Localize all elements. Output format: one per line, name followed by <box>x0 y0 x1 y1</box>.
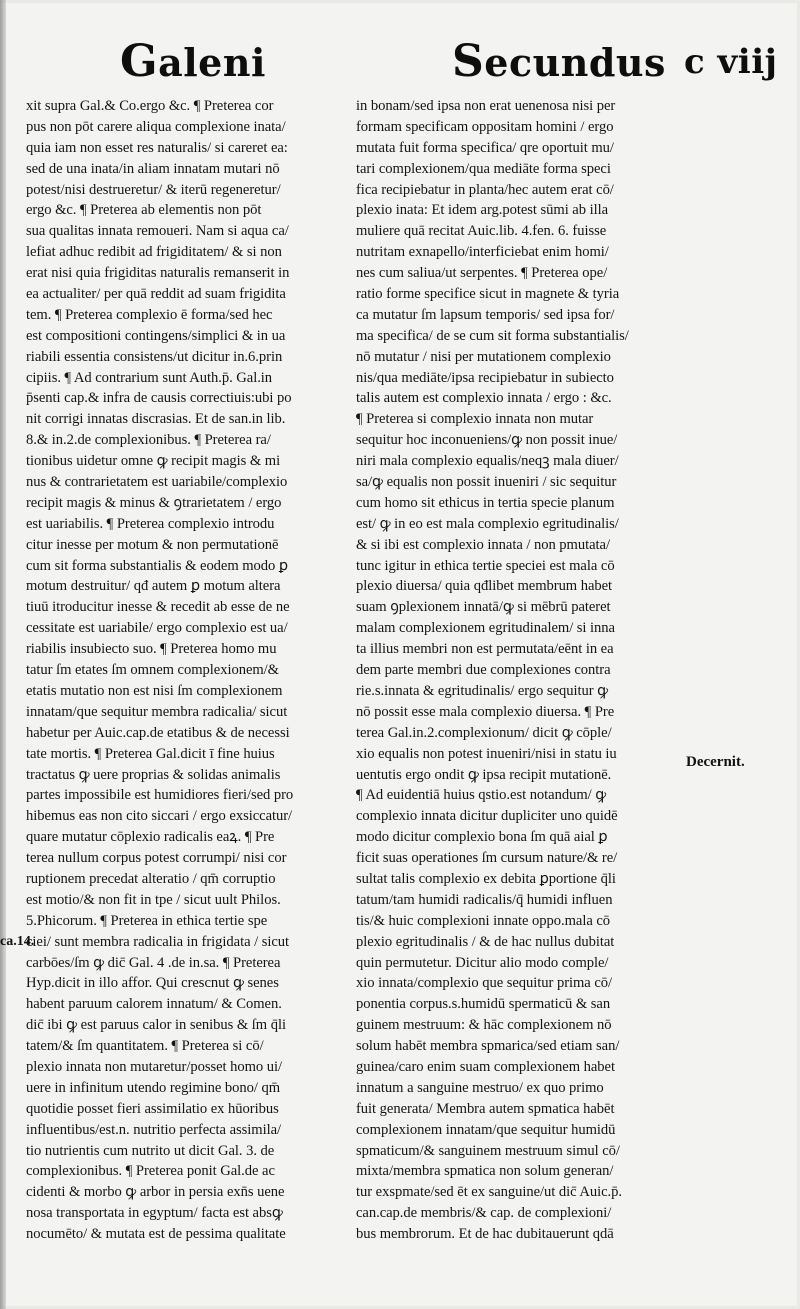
text-line: tis/& huic complexioni innate oppo.mala cō <box>356 912 611 929</box>
text-line: citur inesse per motum & non permutationē <box>26 536 279 553</box>
text-line: p̄senti cap.& infra de causis correctiuis:ubi po <box>26 390 292 407</box>
text-line: tio nutrientis cum nutrito ut dicit Gal. 3. de <box>26 1142 275 1159</box>
text-line: modo dicitur complexio bona ſm quā aial ꝑ <box>356 829 608 846</box>
text-line: riabilis insubiecto suo. ¶ Preterea homo mu <box>26 641 277 658</box>
text-line: plexio inata: Et idem arg.potest sūmi ab illa <box>356 202 609 219</box>
text-line: est motio/& non fit in tpe / sicut uult Philos. <box>26 891 281 908</box>
left-text-column <box>26 96 342 1245</box>
text-line: formam specificam oppositam homini / ergo <box>356 118 614 135</box>
text-line: fica recipiebatur in planta/hec autem erat cō/ <box>356 181 614 198</box>
text-line: nis/qua mediāte/ipsa recipiebatur in subiecto <box>356 369 614 386</box>
text-line: cidenti & morbo ꝙ arbor in persia exn̄s uene <box>26 1184 285 1201</box>
text-line: nō mutatur / nisi per mutationem complexio <box>356 348 611 365</box>
text-line: innatum a sanguine mestruo/ ex quo primo <box>356 1079 604 1096</box>
text-line: terea Gal.in.2.complexionum/ dicit ꝙ cōple/ <box>356 724 612 741</box>
text-line: tatem/& ſm quantitatem. ¶ Preterea si cō/ <box>26 1038 264 1055</box>
text-line: bus membrorum. Et de hac dubitauerunt qdā <box>356 1226 614 1243</box>
text-line: guinem mestruum: & hāc complexionem nō <box>356 1017 612 1034</box>
text-line: 8.& in.2.de complexionibus. ¶ Preterea ra/ <box>26 432 271 449</box>
text-line: ponentia corpus.s.humidū spermaticū & san <box>356 996 611 1013</box>
text-line: mutata fuit forma specifica/ qre oportuit mu/ <box>356 139 614 156</box>
text-line: tatum/tam humidi radicalis/q̄ humidi influen <box>356 891 613 908</box>
text-line: xit supra Gal.& Co.ergo &c. ¶ Preterea cor <box>26 98 274 114</box>
text-line: tunc igitur in ethica tertie speciei est mala cō <box>356 557 615 574</box>
text-line: ratio forme specifice sicut in magnete & tyria <box>356 286 620 303</box>
text-line: innatam/que sequitur membra radicalia/ sicut <box>26 703 288 720</box>
text-line: nutritam exnapello/interficiebat enim homi/ <box>356 244 609 261</box>
text-line: uentutis ergo ondit ꝙ ipsa recipit mutationē. <box>356 766 612 783</box>
text-line: fuit generata/ Membra autem spmatica habēt <box>356 1100 615 1117</box>
text-line: guinea/caro enim suam complexionem habet <box>356 1058 615 1075</box>
text-line: ea actualiter/ per quā reddit ad suam frigidita <box>26 286 286 303</box>
text-line: xio equalis non potest inueniri/nisi in statu iu <box>356 745 617 762</box>
text-line: est/ ꝙ in eo est mala complexio egritudinalis/ <box>356 515 619 532</box>
text-line: Hyp.dicit in illo affor. Qui crescnut ꝙ senes <box>26 975 279 992</box>
text-line: quare mutatur cōplexio radicalis eaꝝ. ¶ Pre <box>26 829 275 846</box>
text-line: pus non pōt carere aliqua complexione inata/ <box>26 118 286 135</box>
text-line: mixta/membra spmatica non solum generan/ <box>356 1163 614 1180</box>
text-line: ruptionem precedat alteratio / qm̄ corruptio <box>26 870 276 887</box>
text-line: plexio egritudinalis / & de hac nullus dubitat <box>356 933 615 950</box>
text-line: complexionem innatam/que sequitur humidū <box>356 1121 616 1138</box>
text-line: dem parte membri due complexiones contra <box>356 662 611 679</box>
text-line: niri mala complexio equalis/neqꝫ mala diuer/ <box>356 453 619 470</box>
text-line: cum sit forma substantialis & eodem modo ꝑ <box>26 557 289 574</box>
text-line: habent paruum calorem innatum/ & Comen. <box>26 996 282 1013</box>
text-line: ca mutatur ſm lapsum temporis/ sed ipsa for/ <box>356 306 615 323</box>
text-line: recipit magis & minus & ꝯtrarietatem / ergo <box>26 494 282 511</box>
text-line: etatis mutatio non est nisi ſm complexionem <box>26 682 283 699</box>
text-line: nocumēto/ & mutata est de pessima qualitate <box>26 1226 286 1243</box>
text-line: in bonam/sed ipsa non erat uenenosa nisi per <box>356 98 616 114</box>
text-line: ¶ Preterea si complexio innata non mutar <box>356 411 594 428</box>
running-head-author: Galeni <box>120 36 266 87</box>
text-line: tem. ¶ Preterea complexio ē forma/sed hec <box>26 306 273 323</box>
text-line: sequitur hoc inconueniens/ꝙ non possit inue/ <box>356 432 618 449</box>
text-line: rie.s.innata & egritudinalis/ ergo sequitur ꝙ <box>356 682 609 699</box>
running-head <box>0 36 800 88</box>
text-line: sultat talis complexio ex debita ꝑportione q̄li <box>356 870 616 887</box>
text-line: tur exspmate/sed ēt ex sanguine/ut dic̄ Auic.p̄. <box>356 1184 622 1201</box>
text-line: riabili essentia consistens/ut dicitur in.6.prin <box>26 348 283 365</box>
text-line: hibemus eas non cito siccari / ergo exsiccatur/ <box>26 808 293 825</box>
text-line: partes impossibile est humidiores fieri/sed pro <box>26 787 294 804</box>
text-line: ta illius membri non est permutata/eēnt in ea <box>356 641 614 658</box>
text-line: ma specifica/ de se cum sit forma substantialis/ <box>356 327 629 344</box>
right-text-column <box>356 96 672 1245</box>
text-line: suam ꝯplexionem innatā/ꝙ si mēbrū pateret <box>356 599 611 616</box>
text-line: dic̄ ibi ꝙ est paruus calor in senibus & ſm q̄li <box>26 1017 286 1034</box>
text-line: lefiat adhuc redibit ad frigiditatem/ & si non <box>26 244 282 261</box>
text-line: ¶ Ad euidentiā huius qstio.est notandum/ ꝙ <box>356 787 607 804</box>
text-line: tari complexionem/qua mediāte forma speci <box>356 160 611 177</box>
text-line: influentibus/est.n. nutritio perfecta assimila/ <box>26 1121 282 1138</box>
text-line: cipiis. ¶ Ad contrarium sunt Auth.p̄. Gal.in <box>26 369 273 386</box>
text-line: complexio innata dicitur dupliciter uno quidē <box>356 808 618 825</box>
text-line: nō possit esse mala complexio diuersa. ¶ Pre <box>356 703 615 720</box>
page-edge-shadow <box>0 0 6 1309</box>
text-line: cessitate est uariabile/ ergo complexio est ua/ <box>26 620 288 637</box>
text-line: ciei/ sunt membra radicalia in frigidata / sicut <box>26 933 290 950</box>
text-line: est uariabilis. ¶ Preterea complexio introdu <box>26 515 275 532</box>
text-line: uere in infinitum utendo regimine bono/ qm̄ <box>26 1079 281 1096</box>
text-line: habetur per Auic.cap.de etatibus & de necessi <box>26 724 290 741</box>
text-line: est compositioni contingens/simplici & in ua <box>26 327 286 344</box>
text-line: can.cap.de membris/& cap. de complexioni/ <box>356 1205 612 1222</box>
text-line: muliere quā recitat Auic.lib. 4.fen. 6. fuisse <box>356 223 607 240</box>
folio-number: c viij <box>684 42 778 82</box>
text-line: sa/ꝙ equalis non possit inueniri / sic sequitur <box>356 474 617 491</box>
text-line: quotidie posset fieri assimilatio ex hūoribus <box>26 1100 279 1117</box>
text-line: tatur ſm etates ſm omnem complexionem/& <box>26 662 279 679</box>
text-line: sua qualitas innata remoueri. Nam si aqua ca/ <box>26 223 289 240</box>
text-line: potest/nisi destrueretur/ & iterū regeneretur/ <box>26 181 281 198</box>
text-line: nus & contrarietatem est uariabile/complexio <box>26 474 288 491</box>
text-line: 5.Phicorum. ¶ Preterea in ethica tertie spe <box>26 912 268 929</box>
text-line: erat nisi quia frigiditas naturalis remanserit in <box>26 265 290 282</box>
text-line: nit corrigi innatas discrasias. Et de san.in lib. <box>26 411 286 428</box>
margin-note-right: Decernit. <box>686 754 745 770</box>
text-line: cum homo sit ethicus in tertia specie planum <box>356 494 615 511</box>
text-line: tiuū itroducitur inesse & recedit ab esse de ne <box>26 599 290 616</box>
text-line: ergo &c. ¶ Preterea ab elementis non pōt <box>26 202 262 219</box>
text-line: ficit suas operationes ſm cursum nature/& re/ <box>356 850 618 867</box>
text-line: & si ibi est complexio innata / non pmutata/ <box>356 536 610 553</box>
text-line: sed de una inata/in aliam innatam mutari nō <box>26 160 280 177</box>
text-line: malam complexionem egritudinalem/ si inna <box>356 620 615 637</box>
text-line: plexio innata non mutaretur/posset homo ui/ <box>26 1058 283 1075</box>
text-line: plexio diuersa/ quia qđlibet membrum habet <box>356 578 613 595</box>
margin-note-left: ca.14. <box>0 934 35 949</box>
text-line: quia iam non esset res naturalis/ si careret ea: <box>26 139 288 156</box>
text-line: tate mortis. ¶ Preterea Gal.dicit ī fine huius <box>26 745 275 762</box>
text-line: nosa transportata in egyptum/ facta est absꝙ <box>26 1205 283 1222</box>
text-line: terea nullum corpus potest corrumpi/ nisi cor <box>26 850 287 867</box>
text-line: tractatus ꝙ uere proprias & solidas animalis <box>26 766 281 783</box>
text-line: complexionibus. ¶ Preterea ponit Gal.de ac <box>26 1163 275 1180</box>
text-line: spmaticum/& sanguinem mestruum simul cō/ <box>356 1142 620 1159</box>
text-line: nes cum saliua/ut serpentes. ¶ Preterea ope/ <box>356 265 608 282</box>
text-line: motum destruitur/ qđ autem ꝑ motum altera <box>26 578 281 595</box>
running-head-book: Secundus <box>452 36 666 87</box>
text-line: talis autem est complexio innata / ergo : &c. <box>356 390 612 407</box>
text-line: tionibus uidetur omne ꝙ recipit magis & mi <box>26 453 281 470</box>
text-line: solum habēt membra spmarica/sed etiam san/ <box>356 1038 620 1055</box>
text-line: quin permutetur. Dicitur alio modo comple/ <box>356 954 609 971</box>
text-line: carbōes/ſm ꝙ dic̄ Gal. 4 .de in.sa. ¶ Preterea <box>26 954 281 971</box>
text-line: xio innata/complexio que sequitur prima cō/ <box>356 975 613 992</box>
